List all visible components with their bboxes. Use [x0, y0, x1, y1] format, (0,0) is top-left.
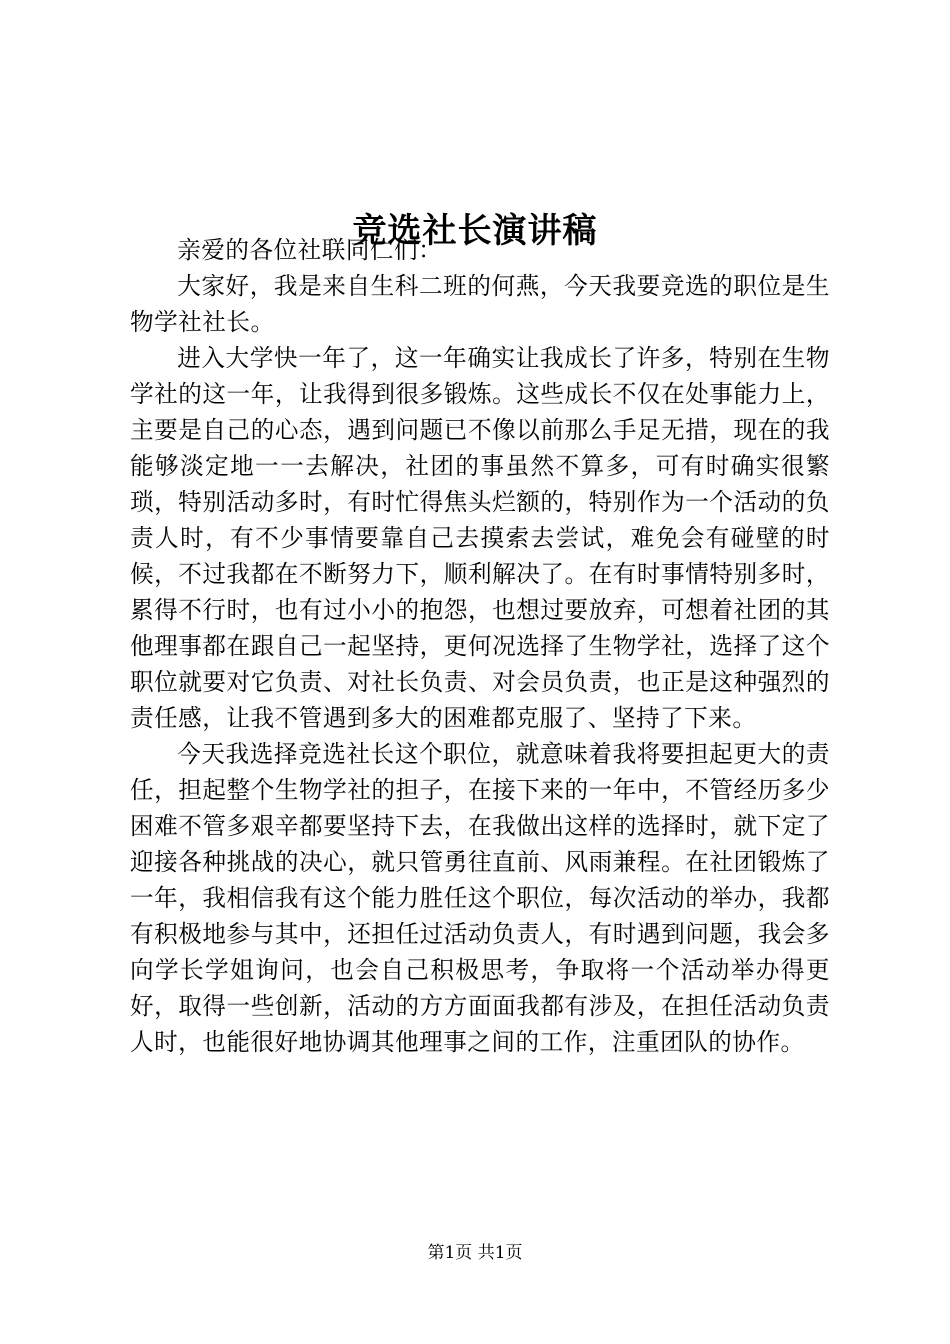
document-body — [130, 232, 830, 1060]
introduction-paragraph: 大家好，我是来自生科二班的何燕，今天我要竞选的职位是生物学社社长。 — [130, 272, 830, 336]
experience-paragraph: 进入大学快一年了，这一年确实让我成长了许多，特别在生物学社的这一年，让我得到很多锻炼。这些成长不仅在处事能力上，主要是自己的心态，遇到问题已不像以前那么手足无措，现在的我能够淡定地一一去解决，社团的事虽然不算多，可有时确实很繁琐，特别活动多时，有时忙得焦头烂额的，特别作为一个活动的负责人时，有不少事情要靠自己去摸索去尝试，难免会有碰壁的时候，不过我都在不断努力下，顺利解决了。在有时事情特别多时，累得不行时，也有过小小的抱怨，也想过要放弃，可想着社团的其他理事都在跟自己一起坚持，更何况选择了生物学社，选择了这个职位就要对它负责、对社长负责、对会员负责，也正是这种强烈的责任感，让我不管遇到多大的困难都克服了、坚持了下来。 — [130, 344, 830, 732]
page-footer: 第1页 共1页 — [427, 1243, 523, 1263]
commitment-paragraph: 今天我选择竞选社长这个职位，就意味着我将要担起更大的责任，担起整个生物学社的担子，在接下来的一年中，不管经历多少困难不管多艰辛都要坚持下去，在我做出这样的选择时，就下定了迎接各种挑战的决心，就只管勇往直前、风雨兼程。在社团锻炼了一年，我相信我有这个能力胜任这个职位，每次活动的举办，我都有积极地参与其中，还担任过活动负责人，有时遇到问题，我会多向学长学姐询问，也会自己积极思考，争取将一个活动举办得更好，取得一些创新，活动的方方面面我都有涉及，在担任活动负责人时，也能很好地协调其他理事之间的工作，注重团队的协作。 — [130, 740, 830, 1056]
salutation-paragraph: 亲爱的各位社联同仁们： — [177, 236, 443, 264]
document-title: 竞选社长演讲稿 — [352, 210, 598, 251]
